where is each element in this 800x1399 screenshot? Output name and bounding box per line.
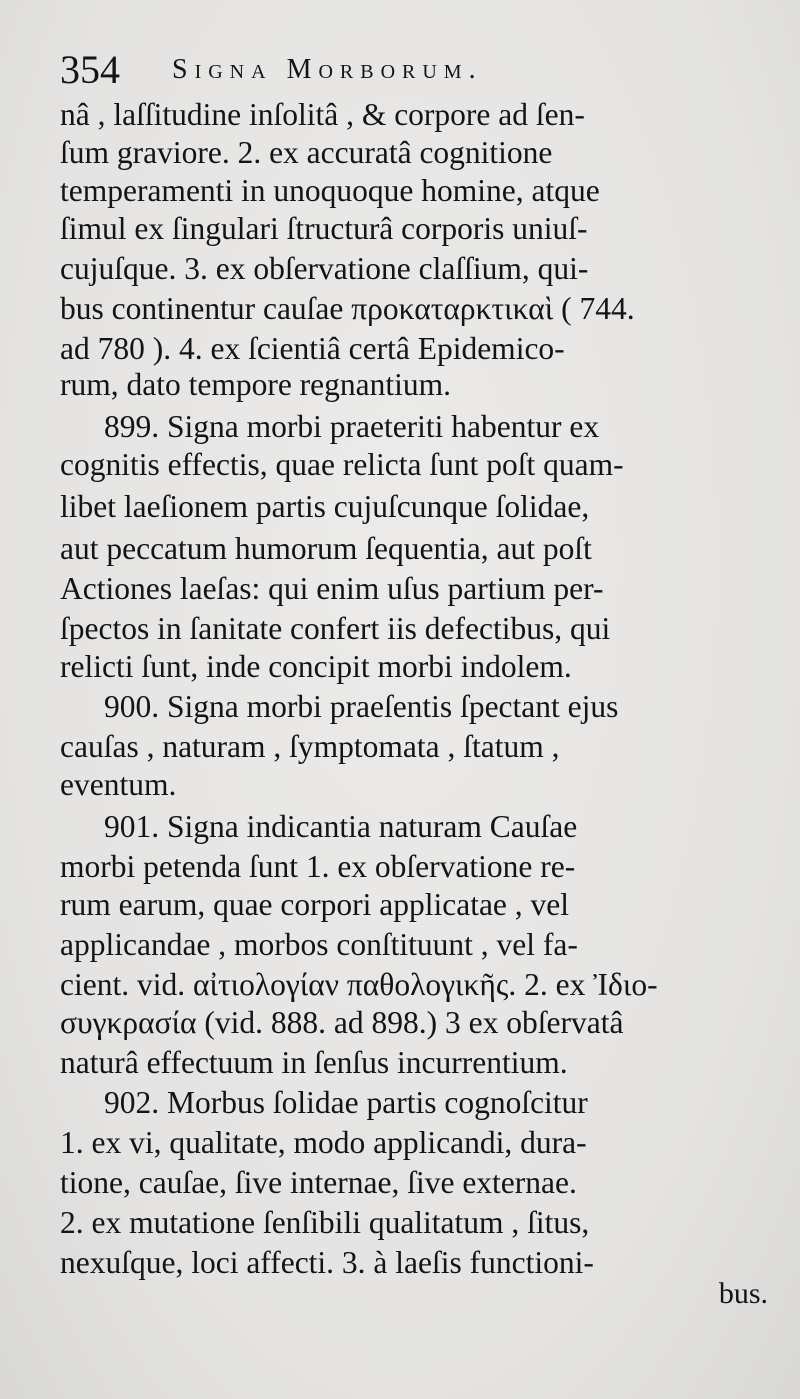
text-line: rum, dato tempore regnantium. xyxy=(60,367,452,402)
text-line: morbi petenda ſunt 1. ex obſervatione re- xyxy=(60,849,576,884)
text-line: 2. ex mutatione ſenſibili qualitatum , ſitus, xyxy=(60,1205,590,1240)
text-line: naturâ effectuum in ſenſus incurrentium. xyxy=(60,1045,568,1080)
text-line: 899. Signa morbi praeteriti habentur ex xyxy=(104,409,600,444)
text-line: 1. ex vi, qualitate, modo applicandi, dura- xyxy=(60,1125,587,1160)
text-line: eventum. xyxy=(60,767,177,802)
text-line: relicti ſunt, inde concipit morbi indolem. xyxy=(60,649,572,684)
text-line: Actiones laeſas: qui enim uſus partium per- xyxy=(60,571,604,606)
text-line: cauſas , naturam , ſymptomata , ſtatum , xyxy=(60,729,560,764)
text-line: libet laeſionem partis cujuſcunque ſolidae, xyxy=(60,489,590,524)
page-number: 354 xyxy=(60,47,120,92)
text-line: nexuſque, loci affecti. 3. à laeſis functioni- xyxy=(60,1245,594,1280)
text-line: cient. vid. αἰτιολογίαν παθολογικῆς. 2. ex Ἰδιο- xyxy=(60,967,658,1002)
text-line: 902. Morbus ſolidae partis cognoſcitur xyxy=(104,1085,588,1120)
text-line: temperamenti in unoquoque homine, atque xyxy=(60,173,600,208)
text-line: tione, cauſae, ſive internae, ſive externae. xyxy=(60,1165,577,1200)
text-line: ſum graviore. 2. ex accuratâ cognitione xyxy=(60,135,553,170)
running-head: Signa Morborum. xyxy=(172,54,483,85)
text-line: rum earum, quae corpori applicatae , vel xyxy=(60,887,570,922)
text-line: nâ , laſſitudine inſolitâ , & corpore ad ſen- xyxy=(60,97,585,132)
text-line: bus continentur cauſae προκαταρκτικαὶ ( 744. xyxy=(60,291,635,326)
text-line: ſpectos in ſanitate confert iis defectibus, qui xyxy=(60,611,611,646)
text-line: 901. Signa indicantia naturam Cauſae xyxy=(104,809,578,844)
text-line: cognitis effectis, quae relicta ſunt poſt quam- xyxy=(60,447,624,482)
text-line: ſimul ex ſingulari ſtructurâ corporis uniuſ- xyxy=(60,211,588,246)
catchword: bus. xyxy=(718,1277,768,1310)
text-line: ad 780 ). 4. ex ſcientiâ certâ Epidemico- xyxy=(60,331,565,366)
text-line: cujuſque. 3. ex obſervatione claſſium, qui- xyxy=(60,251,589,286)
text-line: aut peccatum humorum ſequentia, aut poſt xyxy=(60,531,592,566)
page-header xyxy=(60,42,760,94)
text-line: συγκρασία (vid. 888. ad 898.) 3 ex obſervatâ xyxy=(60,1005,624,1040)
text-line: applicandae , morbos conſtituunt , vel fa- xyxy=(60,927,578,962)
text-line: 900. Signa morbi praeſentis ſpectant ejus xyxy=(104,689,619,724)
